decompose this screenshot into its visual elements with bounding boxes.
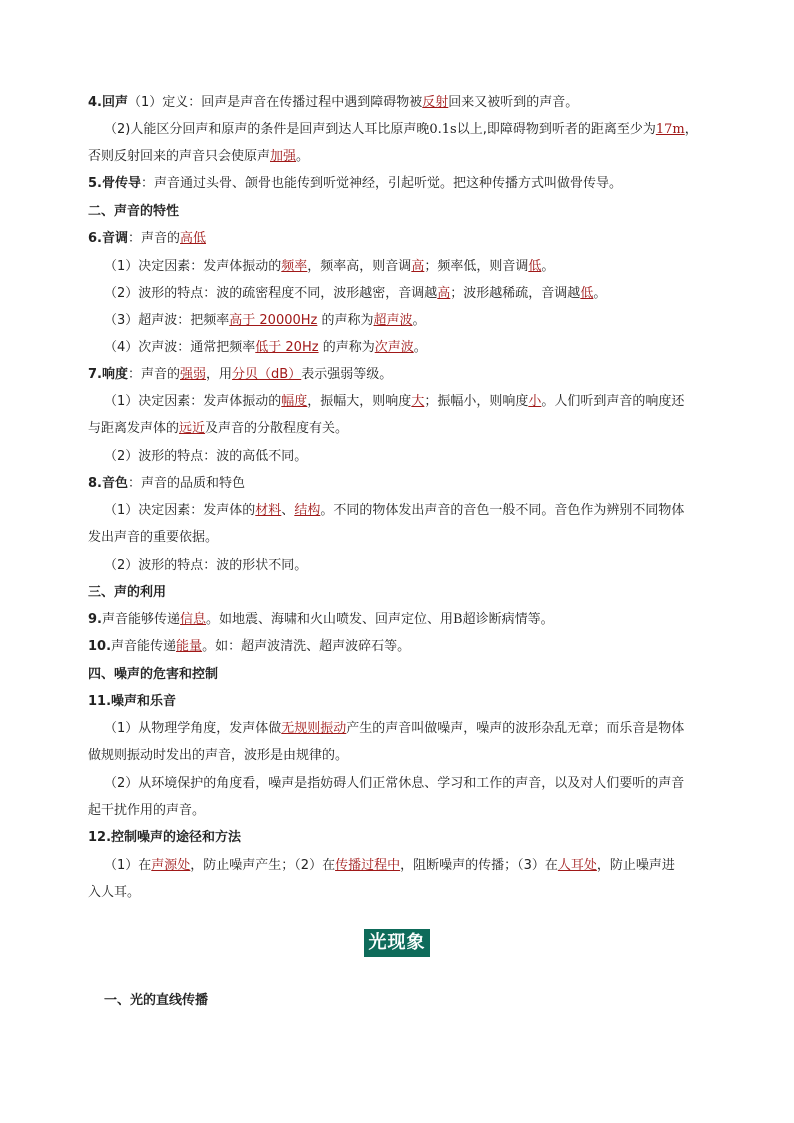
- answer-blank: 大: [411, 394, 425, 409]
- text: 、: [281, 503, 295, 518]
- text: 超诊断病情等。: [462, 612, 554, 627]
- text: ：声音通过头骨、颌骨也能传到听觉神经，引起听觉。把这种传播方式叫做骨传导。: [140, 176, 622, 191]
- text: 及声音的分散程度有关。: [205, 421, 349, 436]
- item-noise-environment-cont: [88, 802, 728, 820]
- text: 。: [413, 340, 427, 355]
- text: （1）决定因素：发声体振动的: [104, 394, 282, 409]
- text: （2）波形的特点：波的高低不同。: [104, 449, 308, 464]
- text: ：声音的: [127, 231, 180, 246]
- answer-blank: 次声波: [374, 340, 414, 355]
- text: （1）决定因素：发声体振动的: [104, 259, 282, 274]
- text: 。: [412, 313, 426, 328]
- item-ultrasound: [104, 312, 744, 330]
- text: B: [453, 612, 463, 627]
- item-echo-definition: [88, 94, 728, 112]
- text: 做规则振动时发出的声音，波形是由规律的。: [88, 748, 349, 763]
- text: 入人耳。: [88, 885, 141, 900]
- item-sound-energy: [88, 638, 728, 656]
- text: 。人们听到声音的响度还: [541, 394, 685, 409]
- item-number: 5.骨传导: [88, 176, 141, 191]
- text: ，防止噪声进: [596, 858, 675, 873]
- item-timbre-factor-cont: [88, 529, 728, 547]
- text: ，阻断噪声的传播；（3）在: [400, 858, 558, 873]
- answer-blank: 强弱: [180, 367, 207, 382]
- section-heading: 一、光的直线传播: [104, 993, 209, 1008]
- text: ，频率高，则音调: [307, 259, 412, 274]
- text: 表示强弱等级。: [301, 367, 393, 382]
- answer-blank: 低: [528, 259, 542, 274]
- item-loudness-factor: [104, 393, 744, 411]
- text: 以上,即障碍物到听者的距离至少为: [456, 122, 656, 137]
- item-noise-environment: [104, 775, 744, 793]
- text: 。: [296, 149, 310, 164]
- answer-blank: 高: [411, 259, 425, 274]
- item-noise-physics: [104, 720, 744, 738]
- answer-blank: 幅度: [281, 394, 308, 409]
- text: ；频率低，则音调: [424, 259, 529, 274]
- item-noise-control: 12.控制噪声的途径和方法: [88, 830, 242, 845]
- item-sound-information: [88, 611, 728, 629]
- item-timbre: [88, 475, 728, 493]
- item-noise-control-methods-cont: [88, 884, 728, 902]
- item-pitch: [88, 230, 728, 248]
- text: （2)人能区分回声和原声的条件是回声到达人耳比原声晚: [104, 122, 430, 137]
- text: ，防止噪声产生；（2）在: [190, 858, 336, 873]
- section-heading: 三、声的利用: [88, 585, 167, 600]
- answer-blank: 信息: [180, 612, 207, 627]
- answer-blank: 远近: [179, 421, 206, 436]
- item-noise-physics-cont: [88, 747, 728, 765]
- text: ；波形越稀疏，音调越: [450, 286, 581, 301]
- text: 的声称为: [317, 313, 374, 328]
- text: ，用: [206, 367, 233, 382]
- item-pitch-waveform: [104, 285, 744, 303]
- text: 。: [541, 259, 555, 274]
- text: ，: [684, 122, 698, 137]
- section-heading: 四、噪声的危害和控制: [88, 667, 219, 682]
- text: （4）次声波：通常把频率: [104, 340, 256, 355]
- text: 。不同的物体发出声音的音色一般不同。音色作为辨别不同物体: [320, 503, 685, 518]
- item-loudness-factor-cont: [88, 420, 728, 438]
- answer-blank: 超声波: [373, 313, 413, 328]
- item-infrasound: [104, 339, 744, 357]
- text: 0.1s: [429, 122, 457, 137]
- answer-blank: 能量: [176, 639, 203, 654]
- answer-blank: 分贝（dB）: [232, 367, 302, 382]
- answer-blank: 小: [528, 394, 542, 409]
- item-number: 9.: [88, 612, 102, 627]
- item-number: 6.音调: [88, 231, 128, 246]
- item-number: 7.响度: [88, 367, 128, 382]
- text: ；振幅小，则响度: [424, 394, 529, 409]
- answer-blank: 声源处: [151, 858, 191, 873]
- item-loudness: [88, 366, 728, 384]
- text: （1）决定因素：发声体的: [104, 503, 256, 518]
- answer-blank: 无规则振动: [281, 721, 347, 736]
- text: 。如地震、海啸和火山喷发、回声定位、用: [206, 612, 454, 627]
- text: （2）波形的特点：波的疏密程度不同，波形越密，音调越: [104, 286, 438, 301]
- answer-blank: 结构: [294, 503, 321, 518]
- text: （2）从环境保护的角度看，噪声是指妨碍人们正常休息、学习和工作的声音，以及对人们要听的声音: [104, 776, 685, 791]
- text: 声音能够传递: [101, 612, 180, 627]
- answer-blank: 人耳处: [557, 858, 597, 873]
- answer-blank: 高: [437, 286, 451, 301]
- item-echo-condition-cont: [88, 148, 728, 166]
- item-bone-conduction: [88, 175, 728, 193]
- answer-blank: 高于 20000Hz: [229, 313, 318, 328]
- answer-blank: 反射: [422, 95, 449, 110]
- answer-blank: 高低: [180, 231, 207, 246]
- answer-blank: 低于 20Hz: [255, 340, 319, 355]
- item-number: 8.音色: [88, 476, 128, 491]
- text: （2）波形的特点：波的形状不同。: [104, 558, 308, 573]
- text: 的声称为: [318, 340, 375, 355]
- answer-blank: 材料: [255, 503, 282, 518]
- text: 。如：超声波清洗、超声波碎石等。: [202, 639, 411, 654]
- answer-blank: 频率: [281, 259, 308, 274]
- answer-blank: 传播过程中: [335, 858, 401, 873]
- item-echo-condition: [104, 121, 744, 139]
- item-pitch-factor: [104, 258, 744, 276]
- text: 起干扰作用的声音。: [88, 803, 206, 818]
- text: （3）超声波：把频率: [104, 313, 230, 328]
- chapter-title-badge: 光现象: [364, 929, 430, 957]
- text: （1）在: [104, 858, 152, 873]
- text: ：声音的品质和特色: [127, 476, 245, 491]
- item-noise-control-methods: [104, 857, 744, 875]
- text: 发出声音的重要依据。: [88, 530, 219, 545]
- answer-blank: 加强: [270, 149, 297, 164]
- item-number: 4.回声: [88, 95, 128, 110]
- text: 回来又被听到的声音。: [448, 95, 579, 110]
- text: 否则反射回来的声音只会使原声: [88, 149, 271, 164]
- text: （1）从物理学角度，发声体做: [104, 721, 282, 736]
- text: ：声音的: [127, 367, 180, 382]
- item-noise-music: 11.噪声和乐音: [88, 694, 177, 709]
- item-number: 10.: [88, 639, 112, 654]
- item-timbre-waveform: [104, 557, 744, 575]
- text: 。: [593, 286, 607, 301]
- answer-blank: 低: [580, 286, 594, 301]
- text: 声音能传递: [111, 639, 177, 654]
- text: 产生的声音叫做噪声，噪声的波形杂乱无章；而乐音是物体: [346, 721, 685, 736]
- text: 与距离发声体的: [88, 421, 180, 436]
- section-heading: 二、声音的特性: [88, 204, 180, 219]
- answer-blank: 17m: [655, 122, 685, 137]
- item-timbre-factor: [104, 502, 744, 520]
- text: ，振幅大，则响度: [307, 394, 412, 409]
- text: （1）定义：回声是声音在传播过程中遇到障碍物被: [127, 95, 423, 110]
- item-loudness-waveform: [104, 448, 744, 466]
